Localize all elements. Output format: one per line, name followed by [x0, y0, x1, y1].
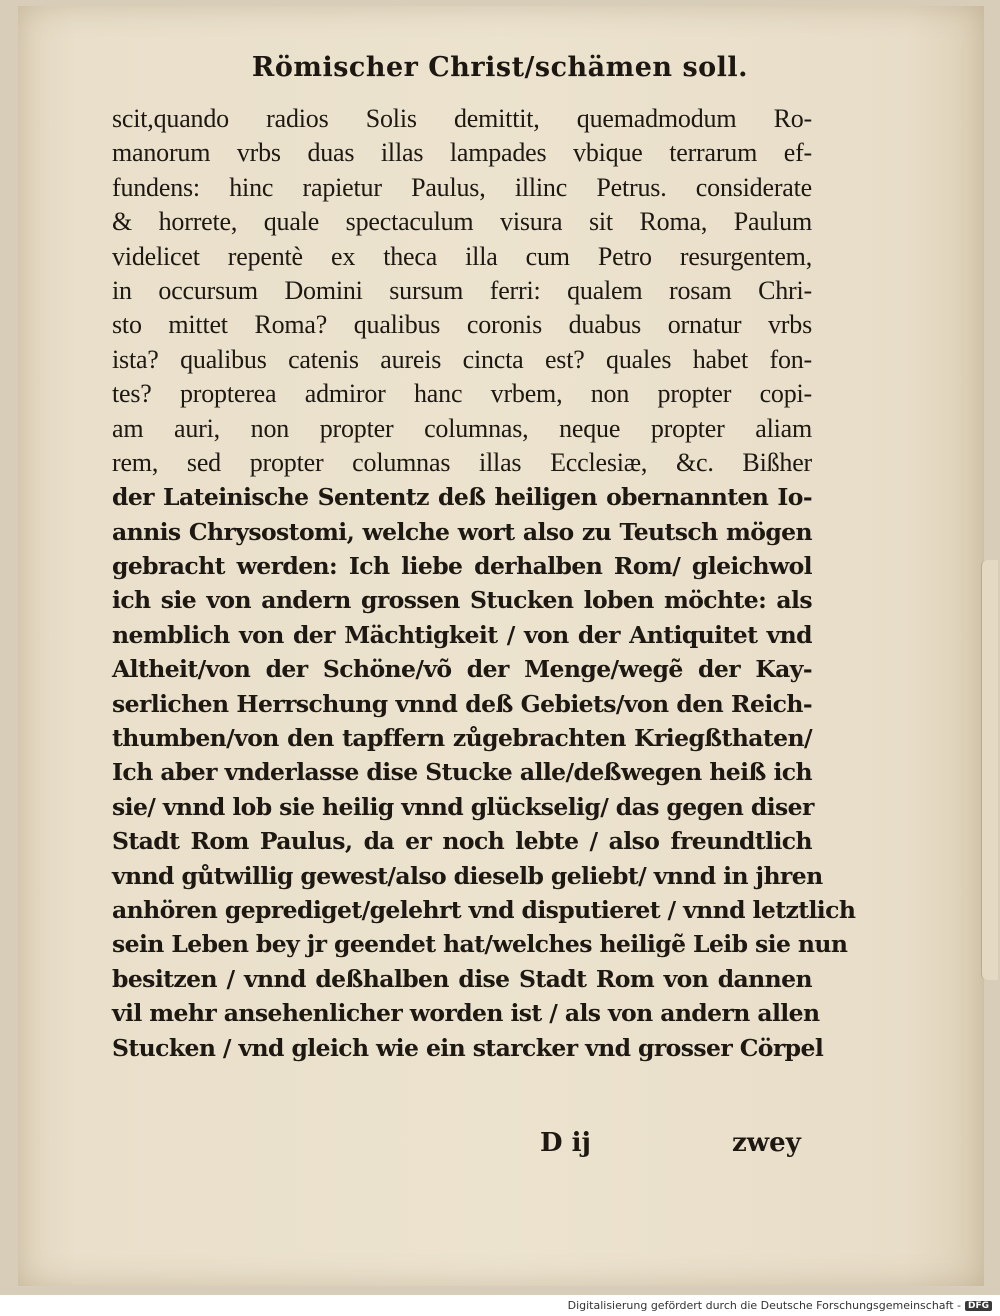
page-edge-fold [981, 560, 998, 980]
text-line: ich sie von andern grossen Stucken loben möchte: als [112, 586, 812, 615]
text-line: Ich aber vnderlasse dise Stucke alle/deßwegen heiß ich [112, 758, 812, 787]
text-line: tes? propterea admiror hanc vrbem, non propter copi- [112, 379, 812, 409]
text-line: in occursum Domini sursum ferri: qualem rosam Chri- [112, 275, 812, 305]
text-line: rem, sed propter columnas illas Ecclesiæ, &c. Bißher [112, 447, 812, 477]
text-line: der Lateinische Sententz deß heiligen obernannten Io- [112, 483, 812, 512]
text-line: Stadt Rom Paulus, da er noch lebte / also freundtlich [112, 827, 812, 856]
text-line: am auri, non propter columnas, neque propter aliam [112, 413, 812, 443]
text-line: sto mittet Roma? qualibus coronis duabus ornatur vrbs [112, 310, 812, 340]
text-line: videlicet repentè ex theca illa cum Petro resurgentem, [112, 241, 812, 271]
running-head: Römischer Christ/schämen soll. [251, 52, 749, 83]
text-line: Stucken / vnd gleich wie ein starcker vnd grosser Cörpel [112, 1033, 824, 1062]
dfg-logo-icon: DFG [965, 1301, 992, 1311]
footer-credit: Digitalisierung gefördert durch die Deutsche Forschungsgemeinschaft - [567, 1299, 961, 1312]
text-line: Altheit/von der Schöne/võ der Menge/wegẽ der Kay- [112, 655, 812, 684]
text-line: fundens: hinc rapietur Paulus, illinc Petrus. considerate [112, 172, 812, 202]
text-line: vnnd gůtwillig gewest/also dieselb geliebt/ vnnd in jhren [112, 861, 823, 890]
text-line: sie/ vnnd lob sie heilig vnnd glückselig/ das gegen diser [112, 792, 814, 821]
text-line: annis Chrysostomi, welche wort also zu Teutsch mögen [112, 517, 812, 546]
text-line: scit,quando radios Solis demittit, quemadmodum Ro- [112, 104, 812, 133]
text-line: sein Leben bey jr geendet hat/welches heiligẽ Leib sie nun [112, 930, 848, 959]
text-line: thumben/von den tapffern zůgebrachten Kriegßthaten/ [112, 724, 812, 753]
text-line: vil mehr ansehenlicher worden ist / als von andern allen [112, 999, 820, 1028]
catch-line [0, 1128, 1000, 1168]
text-line: ista? qualibus catenis aureis cincta est? quales habet fon- [112, 344, 812, 374]
catchword: zwey [732, 1128, 801, 1158]
text-line: serlichen Herrschung vnnd deß Gebiets/von den Reich- [112, 689, 812, 718]
text-line: & horrete, quale spectaculum visura sit Roma, Paulum [112, 207, 812, 237]
body-text [112, 102, 856, 1065]
text-line: manorum vrbs duas illas lampades vbique terrarum ef- [112, 138, 812, 168]
text-line: anhören geprediget/gelehrt vnd disputieret / vnnd letztlich [112, 895, 856, 924]
text-line: nemblich von der Mächtigkeit / von der Antiquitet vnd [112, 620, 812, 649]
text-line: besitzen / vnnd deßhalben dise Stadt Rom von dannen [112, 964, 812, 993]
text-line: gebracht werden: Ich liebe derhalben Rom/ gleichwol [112, 552, 812, 581]
digitization-footer [568, 1299, 992, 1312]
signature-mark: D ij [540, 1128, 591, 1158]
